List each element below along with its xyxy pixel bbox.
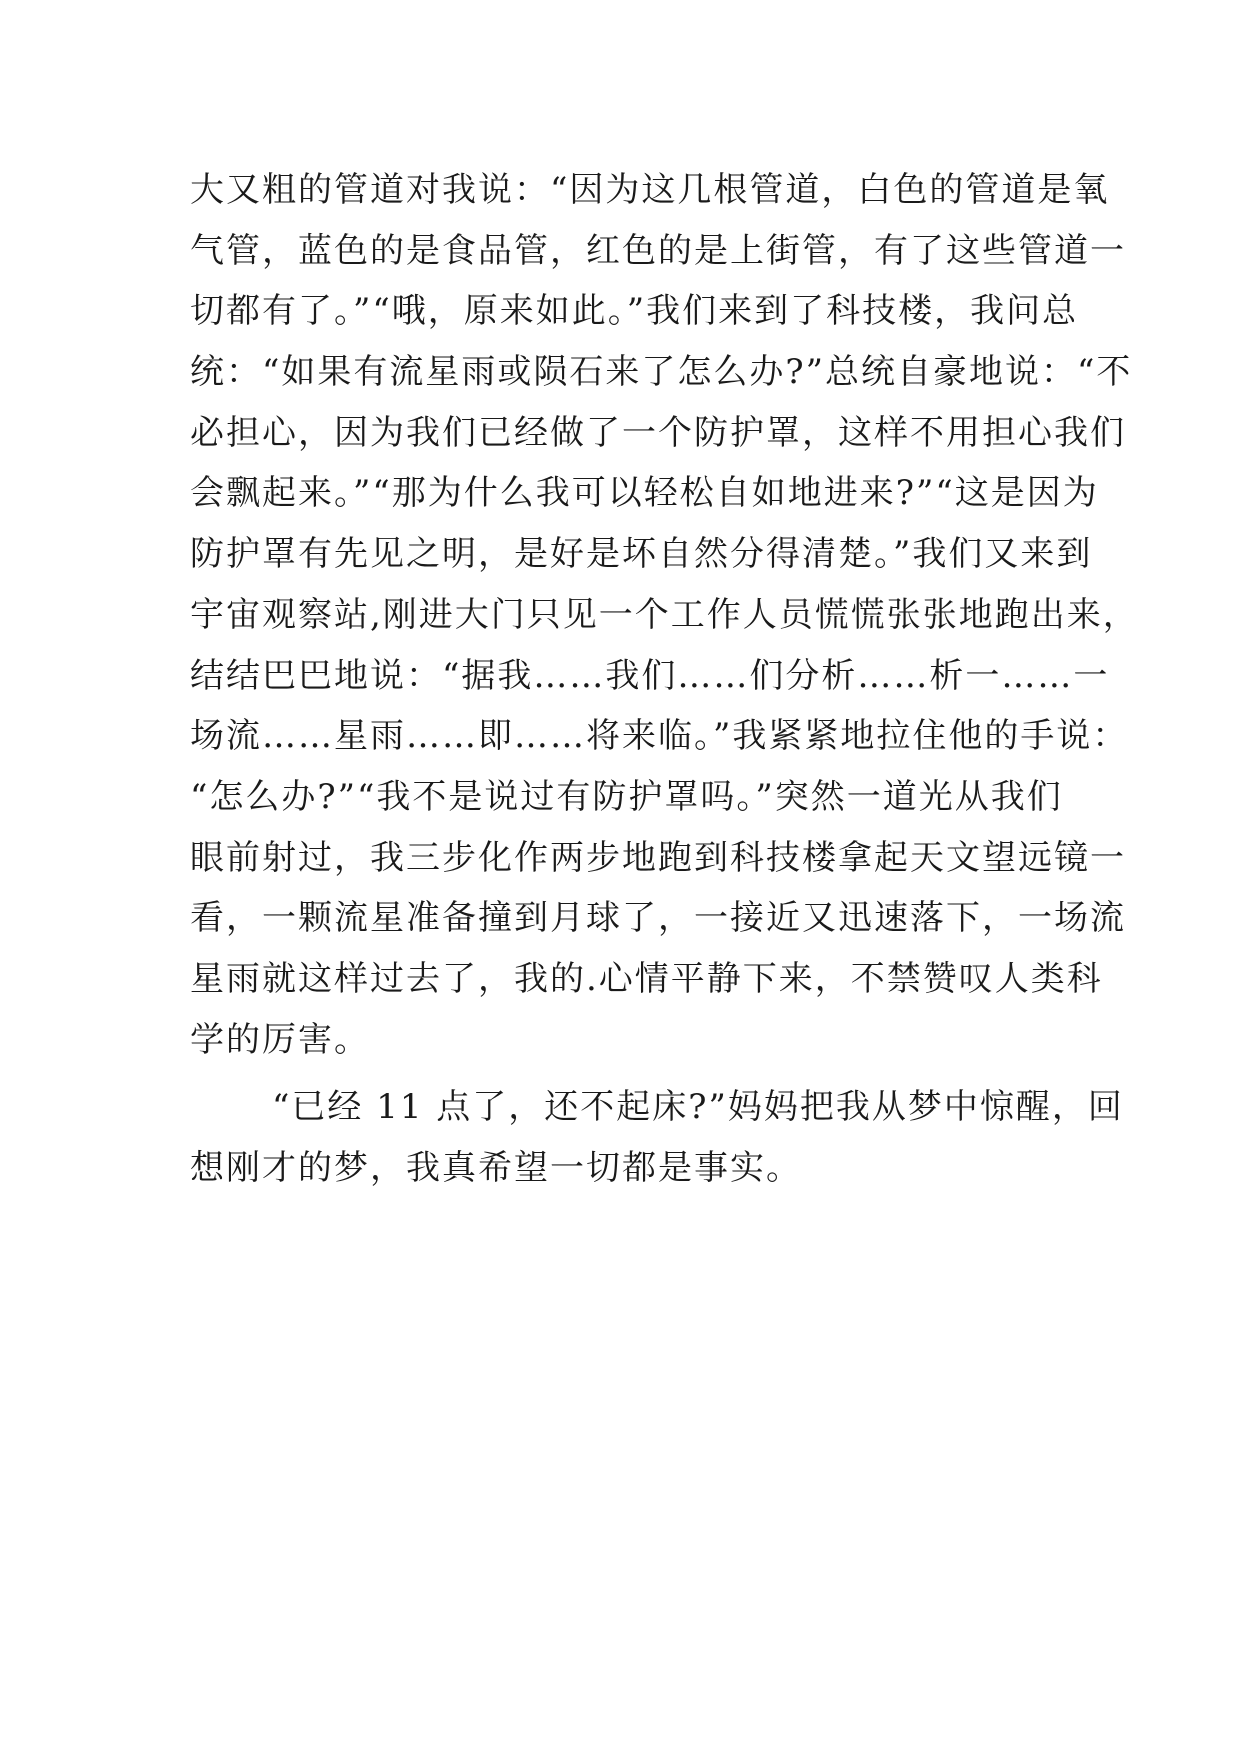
text-line: 星雨就这样过去了，我的.心情平静下来，不禁赞叹人类科 <box>190 958 1103 999</box>
text-line: “怎么办?”“我不是说过有防护罩吗。”突然一道光从我们 <box>190 776 1063 817</box>
text-line: 切都有了。”“哦，原来如此。”我们来到了科技楼，我问总 <box>190 291 1079 332</box>
text-line: 防护罩有先见之明，是好是坏自然分得清楚。”我们又来到 <box>190 534 1093 575</box>
text-line: 气管，蓝色的是食品管，红色的是上街管，有了这些管道一 <box>190 230 1126 271</box>
text-line: 学的厉害。 <box>190 1019 370 1060</box>
text-line: 宇宙观察站,刚进大门只见一个工作人员慌慌张张地跑出来， <box>190 594 1139 635</box>
text-line: 大又粗的管道对我说：“因为这几根管道，白色的管道是氧 <box>190 170 1110 210</box>
text-line: 看，一颗流星准备撞到月球了，一接近又迅速落下，一场流 <box>190 898 1126 939</box>
body-text <box>190 160 1139 1199</box>
text-line: 结结巴巴地说：“据我……我们……们分析……析一……一 <box>190 655 1110 696</box>
paragraph-1 <box>190 160 1139 1070</box>
text-line: 眼前射过，我三步化作两步地跑到科技楼拿起天文望远镜一 <box>190 837 1126 878</box>
paragraph-2 <box>190 1077 1124 1198</box>
text-line: 想刚才的梦，我真希望一切都是事实。 <box>190 1148 802 1188</box>
text-line: 必担心，因为我们已经做了一个防护罩，这样不用担心我们 <box>190 412 1126 453</box>
text-line: 会飘起来。”“那为什么我可以轻松自如地进来?”“这是因为 <box>190 473 1099 514</box>
text-line: “已经 11 点了，还不起床?”妈妈把我从梦中惊醒，回 <box>272 1087 1124 1128</box>
text-line: 统：“如果有流星雨或陨石来了怎么办?”总统自豪地说：“不 <box>190 352 1133 393</box>
text-line: 场流……星雨……即……将来临。”我紧紧地拉住他的手说： <box>190 716 1129 757</box>
